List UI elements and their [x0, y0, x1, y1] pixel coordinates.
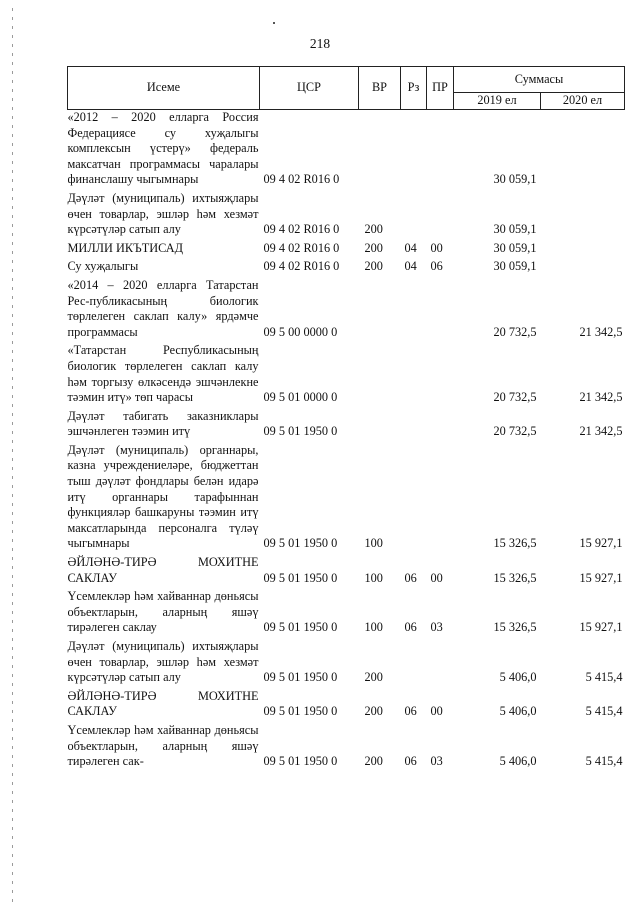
row-vr — [359, 406, 401, 440]
row-csr: 09 4 02 R016 0 — [263, 172, 340, 187]
row-rz: 06 — [404, 754, 417, 769]
table-row — [68, 720, 625, 770]
row-vr: 200 — [364, 754, 383, 769]
row-amount-2019: 30 059,1 — [493, 259, 537, 274]
row-csr: 09 5 01 1950 0 — [263, 570, 338, 585]
row-rz — [401, 110, 427, 188]
row-pr: 00 — [430, 704, 443, 719]
row-amount-2019: 15 326,5 — [493, 620, 537, 635]
table-row — [68, 636, 625, 686]
row-amount-2020: 5 415,4 — [585, 704, 623, 719]
row-vr: 200 — [364, 259, 383, 274]
row-name: Дәүләт (муниципаль) ихтыяҗлары өчен товарлар, эшләр һәм хезмәт күрсәтүләр сатып алу — [67, 190, 259, 237]
row-pr: 03 — [430, 754, 443, 769]
row-vr — [359, 340, 401, 405]
row-vr: 100 — [364, 620, 383, 635]
header-name: Исеме — [68, 67, 260, 110]
row-amount-2019: 5 406,0 — [499, 670, 537, 685]
row-pr — [427, 275, 454, 340]
row-amount-2020: 5 415,4 — [585, 670, 623, 685]
row-amount-2019: 15 326,5 — [493, 536, 537, 551]
row-pr — [427, 636, 454, 686]
row-name: Дәүләт (муниципаль) ихтыяҗлары өчен товарлар, эшләр һәм хезмәт күрсәтүләр сатып алу — [67, 639, 259, 685]
scan-speck — [273, 22, 275, 24]
row-name: Дәүләт табигать заказниклары эшчәнлеген тәэмин итү — [67, 408, 259, 439]
row-name: «2014 – 2020 елларга Татарстан Рес-публикасының биологик төрлелеген саклап калу» ярдәмче программасы — [67, 277, 259, 339]
table-row — [68, 406, 625, 440]
row-amount-2020: 15 927,1 — [579, 570, 623, 585]
row-rz: 06 — [404, 570, 417, 585]
row-amount-2019: 15 326,5 — [493, 570, 537, 585]
budget-table — [67, 66, 625, 770]
row-csr: 09 5 01 0000 0 — [263, 390, 338, 405]
header-year-2020: 2020 ел — [541, 93, 625, 110]
row-amount-2019: 30 059,1 — [493, 172, 537, 187]
row-csr: 09 5 01 1950 0 — [263, 754, 338, 769]
row-vr: 200 — [364, 222, 383, 237]
row-rz — [401, 440, 427, 552]
table-row — [68, 238, 625, 257]
row-pr: 00 — [430, 570, 443, 585]
row-amount-2019: 5 406,0 — [499, 754, 537, 769]
row-csr: 09 4 02 R016 0 — [263, 259, 340, 274]
row-amount-2020 — [541, 188, 625, 238]
row-rz: 04 — [404, 240, 417, 255]
row-amount-2020: 21 342,5 — [579, 390, 623, 405]
row-rz — [401, 406, 427, 440]
row-amount-2020 — [541, 110, 625, 188]
row-rz: 06 — [404, 620, 417, 635]
table-row — [68, 188, 625, 238]
row-vr: 200 — [364, 240, 383, 255]
table-row — [68, 340, 625, 405]
row-amount-2020 — [541, 238, 625, 257]
table-header — [68, 67, 625, 110]
row-name: «2012 – 2020 елларга Россия Федерациясе су хуҗалыгы комплексын үстерү» федераль максатчан программасы чаралары финанслашу чыгымнары — [67, 110, 259, 187]
header-pr: ПР — [427, 67, 454, 110]
row-rz — [401, 636, 427, 686]
table-row — [68, 256, 625, 275]
header-rz: Рз — [401, 67, 427, 110]
row-amount-2019: 30 059,1 — [493, 240, 537, 255]
page-number: 218 — [309, 36, 331, 51]
row-rz: 04 — [404, 259, 417, 274]
row-amount-2020 — [541, 256, 625, 275]
row-vr: 200 — [364, 704, 383, 719]
table-row — [68, 686, 625, 720]
table-row — [68, 440, 625, 552]
row-name: МИЛЛИ ИКЪТИСАД — [67, 240, 183, 255]
header-vr: ВР — [359, 67, 401, 110]
row-csr: 09 5 01 1950 0 — [263, 704, 338, 719]
row-name: ӘЙЛӘНӘ-ТИРӘ МОХИТНЕ САКЛАУ — [67, 688, 259, 719]
row-rz: 06 — [404, 704, 417, 719]
row-csr: 09 5 01 1950 0 — [263, 424, 338, 439]
table-row — [68, 275, 625, 340]
row-pr — [427, 110, 454, 188]
row-pr — [427, 340, 454, 405]
row-pr — [427, 440, 454, 552]
row-csr: 09 5 01 1950 0 — [263, 620, 338, 635]
row-pr: 06 — [430, 259, 443, 274]
row-pr — [427, 188, 454, 238]
row-amount-2019: 5 406,0 — [499, 704, 537, 719]
table-body — [68, 110, 625, 770]
row-vr: 100 — [364, 536, 383, 551]
row-amount-2020: 15 927,1 — [579, 620, 623, 635]
row-csr: 09 5 01 1950 0 — [263, 670, 338, 685]
row-name: «Татарстан Республикасының биологик төрлелеген саклап калу һәм торгызу өлкәсендә эшчәнлекне тәэмин итү» төп чарасы — [67, 343, 259, 405]
row-amount-2020: 21 342,5 — [579, 324, 623, 339]
row-vr: 200 — [364, 670, 383, 685]
table-row — [68, 552, 625, 586]
table-row — [68, 586, 625, 636]
row-rz — [401, 340, 427, 405]
row-rz — [401, 275, 427, 340]
row-amount-2019: 20 732,5 — [493, 324, 537, 339]
row-pr — [427, 406, 454, 440]
row-amount-2019: 20 732,5 — [493, 424, 537, 439]
row-vr — [359, 275, 401, 340]
row-name: Үсемлекләр һәм хайваннар дөньясы объектларын, аларның яшәү тирәлеген сак- — [67, 722, 259, 769]
header-sums: Суммасы — [454, 67, 625, 93]
header-csr: ЦСР — [260, 67, 359, 110]
row-csr: 09 5 01 1950 0 — [263, 536, 338, 551]
row-csr: 09 4 02 R016 0 — [263, 240, 340, 255]
left-margin-binding-marks — [12, 0, 14, 905]
row-csr: 09 5 00 0000 0 — [263, 324, 338, 339]
row-csr: 09 4 02 R016 0 — [263, 222, 340, 237]
row-amount-2019: 20 732,5 — [493, 390, 537, 405]
row-name: Су хуҗалыгы — [67, 259, 139, 274]
row-amount-2020: 5 415,4 — [585, 754, 623, 769]
row-name: Дәүләт (муниципаль) органнары, казна учреждениеләре, бюджеттан тыш дәүләт фондлары белән идарә итү органнары тарафыннан функцияләр башкаруны тәэмин итү максатларында персоналга түләү чыгымнары — [67, 442, 259, 551]
row-vr: 100 — [364, 570, 383, 585]
row-pr: 00 — [430, 240, 443, 255]
row-pr: 03 — [430, 620, 443, 635]
row-rz — [401, 188, 427, 238]
row-vr — [359, 110, 401, 188]
row-amount-2020: 21 342,5 — [579, 424, 623, 439]
row-amount-2020: 15 927,1 — [579, 536, 623, 551]
header-year-2019: 2019 ел — [454, 93, 541, 110]
row-name: Үсемлекләр һәм хайваннар дөньясы объектларын, аларның яшәү тирәлеген саклау — [67, 589, 259, 635]
row-amount-2019: 30 059,1 — [493, 222, 537, 237]
table-row — [68, 110, 625, 188]
row-name: ӘЙЛӘНӘ-ТИРӘ МОХИТНЕ САКЛАУ — [67, 555, 259, 585]
